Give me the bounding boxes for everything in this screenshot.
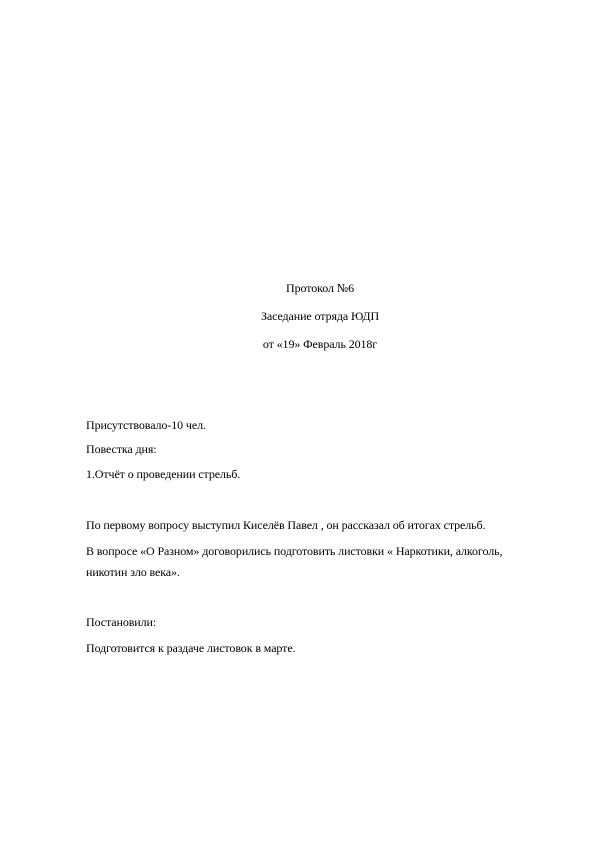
document-subtitle: Заседание отряда ЮДП bbox=[260, 309, 380, 323]
resolution-text: Подготовится к раздаче листовок в марте. bbox=[86, 641, 296, 655]
agenda-heading: Повестка дня: bbox=[86, 442, 157, 456]
resolved-heading: Постановили: bbox=[86, 615, 157, 629]
paragraph-first-question: По первому вопросу выступил Киселёв Павел , он рассказал об итогах стрельб. bbox=[86, 518, 486, 532]
agenda-item-1: 1.Отчёт о проведении стрельб. bbox=[86, 467, 241, 481]
document-title: Протокол №6 bbox=[286, 281, 354, 295]
document-date: от «19» Февраль 2018г bbox=[262, 337, 378, 351]
paragraph-other-question-line-2: никотин зло века». bbox=[86, 565, 180, 579]
attendance-text: Присутствовало-10 чел. bbox=[86, 418, 206, 432]
paragraph-other-question-line-1: В вопросе «О Разном» договорились подготовить листовки « Наркотики, алкоголь, bbox=[86, 544, 503, 558]
